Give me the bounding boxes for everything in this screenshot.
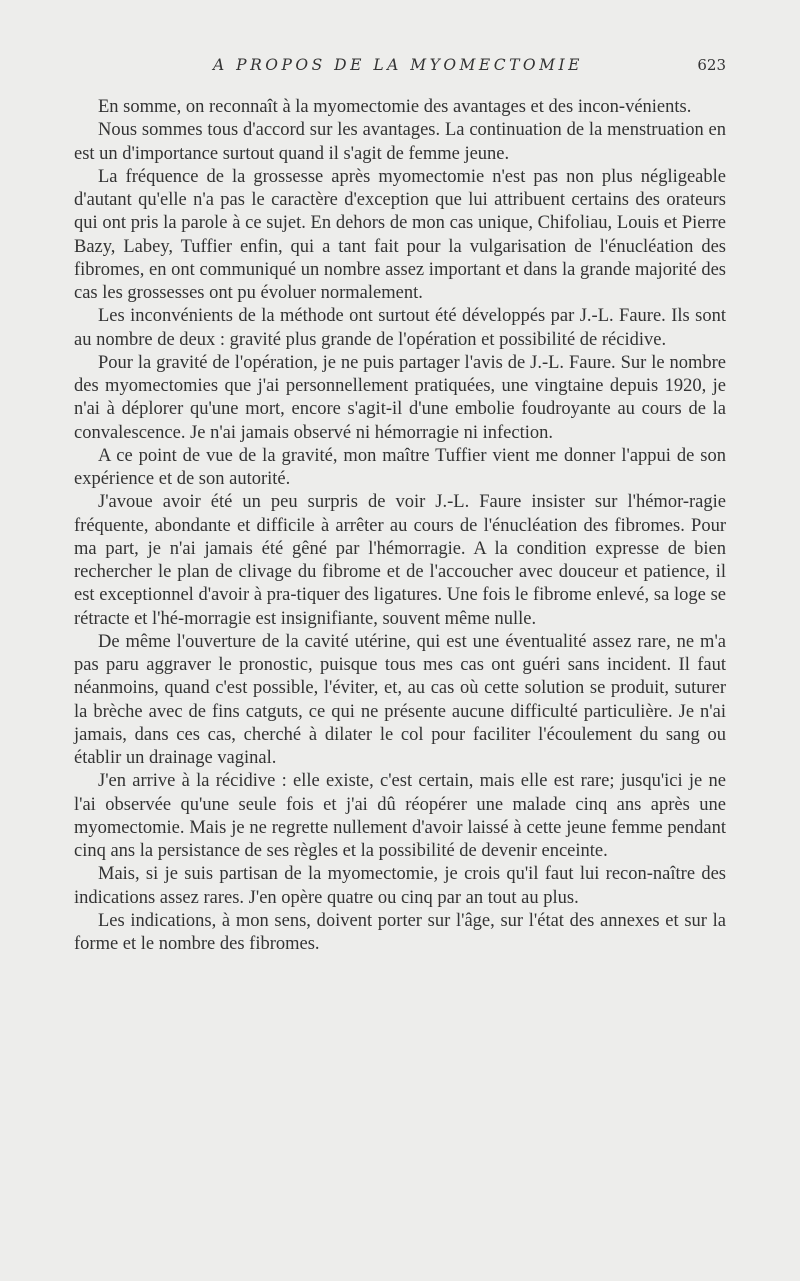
paragraph: J'en arrive à la récidive : elle existe, c'est certain, mais elle est rare; jusqu'ici je ne l'ai observée qu'une seule fois et j'ai dû réopérer une malade cinq ans après une myomectomie. Mais je ne regrette nullement d'avoir laissé à cette jeune femme pendant cinq ans la persistance de ses règles et la possibilité de devenir enceinte. (74, 771, 726, 861)
paragraph: Nous sommes tous d'accord sur les avantages. La continuation de la menstruation en est un d'importance surtout quand il s'agit de femme jeune. (74, 120, 726, 164)
body-text (74, 96, 726, 956)
paragraph: J'avoue avoir été un peu surpris de voir J.-L. Faure insister sur l'hémor-ragie fréquente, abondante et difficile à arrêter au cours de l'énucléation des fibromes. Pour ma part, je n'ai jamais été gêné par l'hémorragie. A la condition expresse de bien rechercher le plan de clivage du fibrome et de l'accoucher avec douceur et patience, il est exceptionnel d'avoir à pra-tiquer des ligatures. Une fois le fibrome enlevé, sa loge se rétracte et l'hé-morragie est insignifiante, souvent même nulle. (74, 492, 726, 629)
page-number: 623 (697, 56, 726, 74)
paragraph: Pour la gravité de l'opération, je ne puis partager l'avis de J.-L. Faure. Sur le nombre des myomectomies que j'ai personnellement pratiquées, une vingtaine depuis 1920, je n'ai à déplorer qu'une mort, encore s'agit-il d'une embolie foudroyante au cours de la convalescence. Je n'ai jamais observé ni hémorragie ni infection. (74, 352, 726, 443)
paragraph: En somme, on reconnaît à la myomectomie des avantages et des incon-vénients. (98, 97, 692, 117)
running-title: A PROPOS DE LA MYOMECTOMIE (213, 56, 583, 74)
paragraph: A ce point de vue de la gravité, mon maître Tuffier vient me donner l'appui de son expérience et de son autorité. (74, 445, 726, 489)
running-header (70, 56, 726, 78)
paragraph: Mais, si je suis partisan de la myomectomie, je crois qu'il faut lui recon-naître des indications assez rares. J'en opère quatre ou cinq par an tout au plus. (74, 864, 726, 908)
paragraph: De même l'ouverture de la cavité utérine, qui est une éventualité assez rare, ne m'a pas paru aggraver le pronostic, puisque tous mes cas ont guéri sans incident. Il faut néanmoins, quand c'est possible, l'éviter, et, au cas où cette solution se produit, suturer la brèche avec de fins catguts, ce qui ne présente aucune difficulté particulière. Je n'ai jamais, dans ces cas, cherché à dilater le col pour faciliter l'écoulement du sang ou établir un drainage vaginal. (74, 631, 726, 768)
paragraph: La fréquence de la grossesse après myomectomie n'est pas non plus négligeable d'autant qu'elle n'a pas le caractère d'exception que lui attribuent certains des orateurs qui ont pris la parole à ce sujet. En dehors de mon cas unique, Chifoliau, Louis et Pierre Bazy, Labey, Tuffier enfin, qui a tant fait pour la vulgarisation de l'énucléation des fibromes, en ont communiqué un nombre assez important et dans la grande majorité des cas les grossesses ont pu évoluer normalement. (74, 166, 726, 303)
paragraph: Les inconvénients de la méthode ont surtout été développés par J.-L. Faure. Ils sont au nombre de deux : gravité plus grande de l'opération et possibilité de récidive. (74, 306, 726, 350)
paragraph: Les indications, à mon sens, doivent porter sur l'âge, sur l'état des annexes et sur la forme et le nombre des fibromes. (74, 910, 726, 954)
